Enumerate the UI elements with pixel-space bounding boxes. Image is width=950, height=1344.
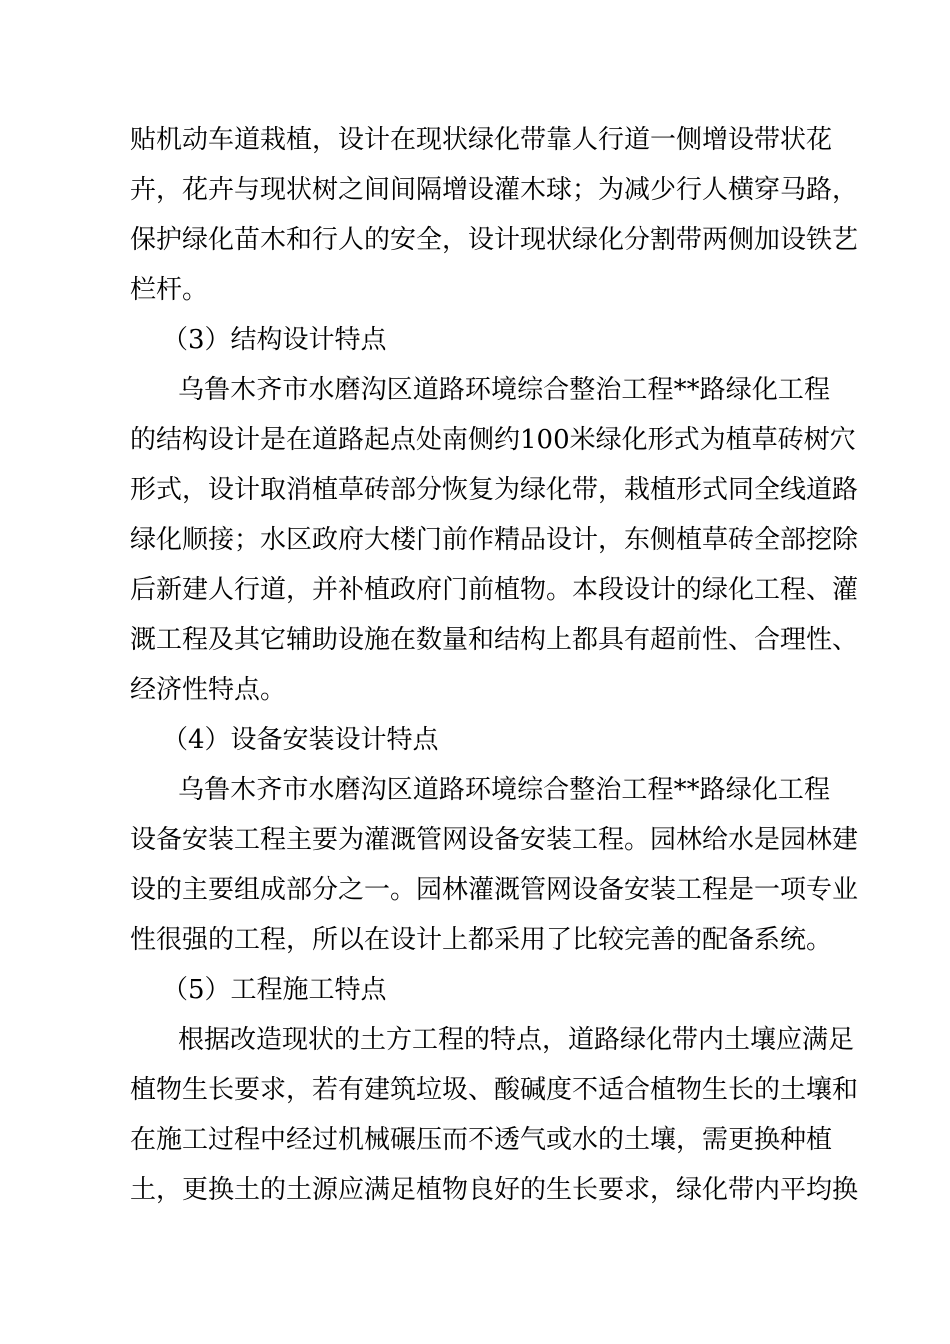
paragraph-line: 贴机动车道栽植，设计在现状绿化带靠人行道一侧增设带状花 (130, 125, 833, 155)
paragraph-line: 在施工过程中经过机械碾压而不透气或水的土壤，需更换种植 (130, 1125, 833, 1155)
paragraph-line: 性很强的工程，所以在设计上都采用了比较完善的配备系统。 (130, 925, 833, 955)
paragraph-line: 的结构设计是在道路起点处南侧约100米绿化形式为植草砖树穴 (130, 425, 856, 455)
paragraph-line: 设的主要组成部分之一。园林灌溉管网设备安装工程是一项专业 (130, 875, 859, 905)
paragraph-line: 后新建人行道，并补植政府门前植物。本段设计的绿化工程、灌 (130, 575, 859, 605)
section-heading-equipment: （4）设备安装设计特点 (162, 725, 439, 755)
paragraph-line: 卉，花卉与现状树之间间隔增设灌木球；为减少行人横穿马路， (130, 175, 859, 205)
section-heading-structure: （3）结构设计特点 (162, 325, 387, 355)
paragraph-line: 绿化顺接；水区政府大楼门前作精品设计，东侧植草砖全部挖除 (130, 525, 859, 555)
paragraph-line: 乌鲁木齐市水磨沟区道路环境综合整治工程**路绿化工程 (178, 375, 830, 405)
paragraph-line: 经济性特点。 (130, 675, 287, 705)
paragraph-line: 乌鲁木齐市水磨沟区道路环境综合整治工程**路绿化工程 (178, 775, 830, 805)
paragraph-line: 形式，设计取消植草砖部分恢复为绿化带，栽植形式同全线道路 (130, 475, 859, 505)
paragraph-line: 根据改造现状的土方工程的特点，道路绿化带内土壤应满足 (178, 1025, 855, 1055)
paragraph-line: 保护绿化苗木和行人的安全，设计现状绿化分割带两侧加设铁艺 (130, 225, 859, 255)
paragraph-line: 栏杆。 (130, 275, 209, 305)
paragraph-line: 设备安装工程主要为灌溉管网设备安装工程。园林给水是园林建 (130, 825, 859, 855)
paragraph-line: 溉工程及其它辅助设施在数量和结构上都具有超前性、合理性、 (130, 625, 859, 655)
section-heading-construction: （5）工程施工特点 (162, 975, 387, 1005)
paragraph-line: 土，更换土的土源应满足植物良好的生长要求，绿化带内平均换 (130, 1175, 859, 1205)
paragraph-line: 植物生长要求，若有建筑垃圾、酸碱度不适合植物生长的土壤和 (130, 1075, 859, 1105)
